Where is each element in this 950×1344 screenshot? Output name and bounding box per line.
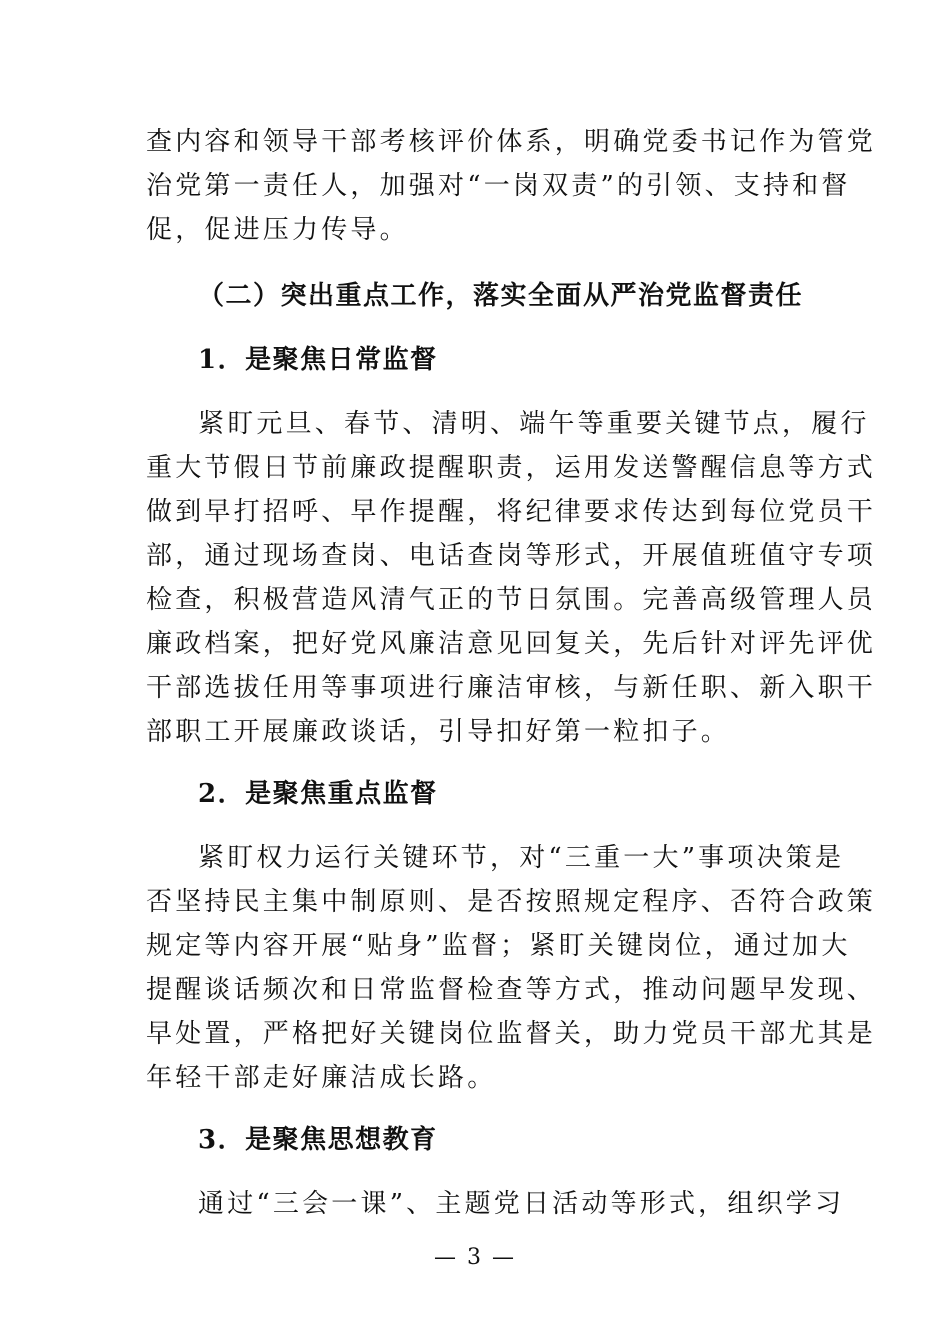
item-heading-daily-supervision: 1．是聚焦日常监督: [198, 345, 438, 375]
paragraph-line: 查内容和领导干部考核评价体系，明确党委书记作为管党: [146, 127, 877, 157]
paragraph-line: 紧盯权力运行关键环节，对“三重一大”事项决策是: [198, 843, 845, 873]
paragraph-line: 部职工开展廉政谈话，引导扣好第一粒扣子。: [146, 717, 731, 747]
paragraph-line: 早处置，严格把好关键岗位监督关，助力党员干部尤其是: [146, 1019, 877, 1049]
paragraph-line: 否坚持民主集中制原则、是否按照规定程序、否符合政策: [146, 887, 877, 917]
paragraph-line: 检查，积极营造风清气正的节日氛围。完善高级管理人员: [146, 585, 877, 615]
paragraph-line: 治党第一责任人，加强对“一岗双责”的引领、支持和督: [146, 171, 851, 201]
paragraph-line: 重大节假日节前廉政提醒职责，运用发送警醒信息等方式: [146, 453, 877, 483]
item-heading-ideological-education: 3．是聚焦思想教育: [198, 1125, 438, 1155]
paragraph-line: 提醒谈话频次和日常监督检查等方式，推动问题早发现、: [146, 975, 877, 1005]
paragraph-line: 促，促进压力传导。: [146, 215, 409, 245]
paragraph-line: 规定等内容开展“贴身”监督；紧盯关键岗位，通过加大: [146, 931, 851, 961]
paragraph-line: 干部选拔任用等事项进行廉洁审核，与新任职、新入职干: [146, 673, 877, 703]
page-number: — 3 —: [434, 1245, 516, 1270]
section-heading: （二）突出重点工作，落实全面从严治党监督责任: [198, 281, 804, 311]
paragraph-line: 做到早打招呼、早作提醒，将纪律要求传达到每位党员干: [146, 497, 877, 527]
paragraph-line: 通过“三会一课”、主题党日活动等形式，组织学习: [198, 1189, 845, 1219]
item-heading-key-supervision: 2．是聚焦重点监督: [198, 779, 438, 809]
paragraph-line: 年轻干部走好廉洁成长路。: [146, 1063, 497, 1093]
paragraph-line: 廉政档案，把好党风廉洁意见回复关，先后针对评先评优: [146, 629, 877, 659]
paragraph-line: 紧盯元旦、春节、清明、端午等重要关键节点，履行: [198, 409, 870, 439]
paragraph-line: 部，通过现场查岗、电话查岗等形式，开展值班值守专项: [146, 541, 877, 571]
